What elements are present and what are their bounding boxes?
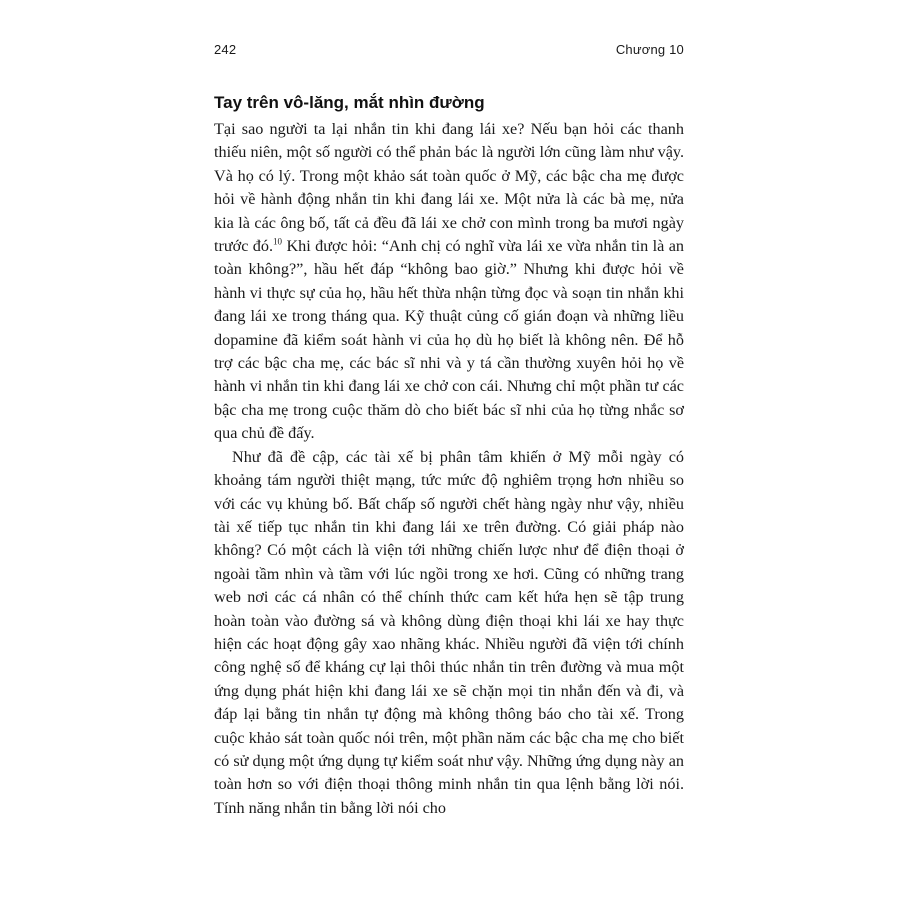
section-title: Tay trên vô-lăng, mắt nhìn đường	[214, 93, 485, 112]
footnote-ref: 10	[273, 236, 283, 247]
paragraph-2: Như đã đề cập, các tài xế bị phân tâm khiến ở Mỹ mỗi ngày có khoảng tám người thiệt mạng, tức mức độ nghiêm trọng hơn nhiều so với các vụ khủng bố. Bất chấp số người chết hàng ngày như vậy, nhiều tài xế tiếp tục nhắn tin khi đang lái xe trên đường. Có giải pháp nào không? Có một cách là viện tới những chiến lược như để điện thoại ở ngoài tầm nhìn và tầm với lúc ngồi trong xe hơi. Cũng có những trang web nơi các cá nhân có thể chính thức cam kết hứa hẹn sẽ tập trung hoàn toàn vào đường sá và không dùng điện thoại khi lái xe hay thực hiện các hoạt động gây xao nhãng khác. Nhiều người đã viện tới chính công nghệ số để kháng cự lại thôi thúc nhắn tin trên đường và mua một ứng dụng phát hiện khi đang lái xe sẽ chặn mọi tin nhắn đến và đi, và đáp lại bằng tin nhắn tự động mà không thông báo cho tài xế. Trong cuộc khảo sát toàn quốc nói trên, một phần năm các bậc cha mẹ cho biết có sử dụng một ứng dụng tự kiểm soát như vậy. Những ứng dụng này an toàn hơn so với điện thoại thông minh nhắn tin qua lệnh bằng lời nói. Tính năng nhắn tin bằng lời nói cho	[214, 447, 684, 817]
paragraph-1	[214, 118, 684, 446]
chapter-label: Chương 10	[615, 42, 684, 57]
page-number: 242	[214, 42, 237, 57]
paragraph-1-text-a: Tại sao người ta lại nhắn tin khi đang lái xe? Nếu bạn hỏi các thanh thiếu niên, một số người có thể phản bác là người lớn cũng làm như vậy. Và họ có lý. Trong một khảo sát toàn quốc ở Mỹ, các bậc cha mẹ được hỏi về hành động nhắn tin khi đang lái xe. Một nửa là các bà mẹ, nửa kia là các ông bố, tất cả đều đã lái xe chở con mình trong ba mươi ngày trước đó.	[214, 120, 684, 256]
body-text	[214, 118, 684, 820]
running-header	[214, 42, 684, 57]
paragraph-1-text-b: Khi được hỏi: “Anh chị có nghĩ vừa lái xe vừa nhắn tin là an toàn không?”, hầu hết đáp “không bao giờ.” Nhưng khi được hỏi về hành vi thực sự của họ, hầu hết thừa nhận từng đọc và soạn tin nhắn khi đang lái xe trong tháng qua. Kỹ thuật củng cố gián đoạn và những liều dopamine đã kiểm soát hành vi của họ dù họ biết là không nên. Để hỗ trợ các bậc cha mẹ, các bác sĩ nhi và y tá cần thường xuyên hỏi họ về hành vi nhắn tin khi đang lái xe chở con cái. Nhưng chỉ một phần tư các bậc cha mẹ trong cuộc thăm dò cho biết bác sĩ nhi của họ từng nhắc sơ qua chủ đề đấy.	[214, 237, 684, 443]
